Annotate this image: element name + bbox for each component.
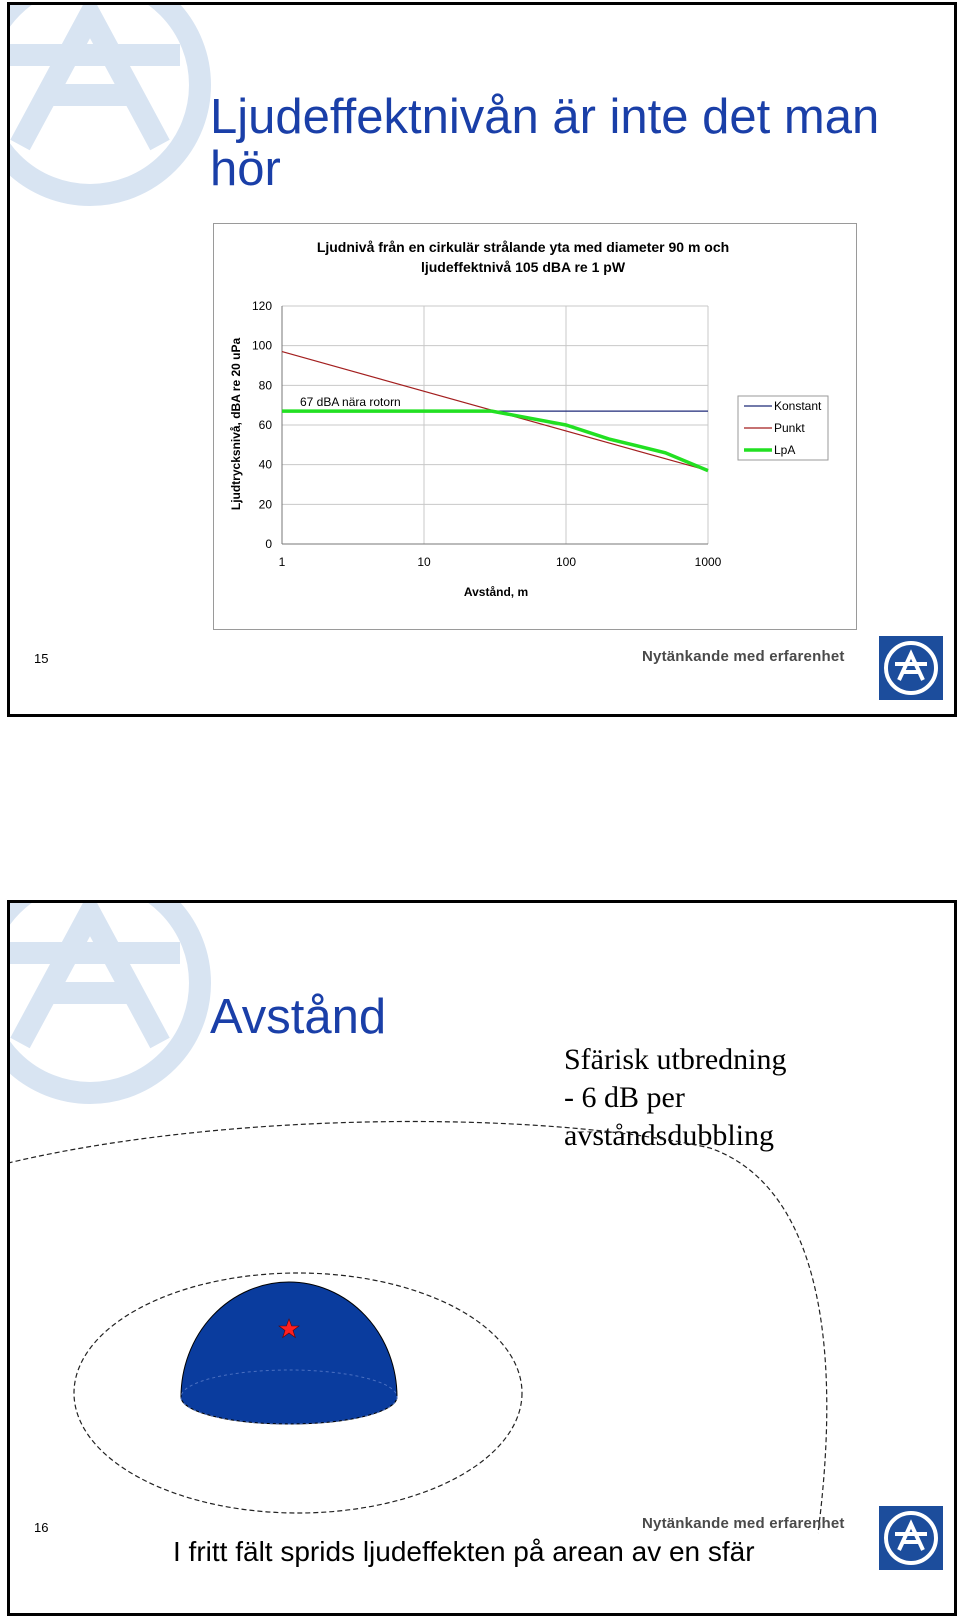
y-tick-label: 40 (258, 457, 272, 472)
company-logo (879, 636, 943, 700)
y-axis-label: Ljudtrycksnivå, dBA re 20 uPa (229, 337, 243, 511)
slide-title: Avstånd (210, 990, 387, 1044)
hemisphere (181, 1282, 397, 1424)
slide-title: Ljudeffektnivån är inte det man hör (210, 90, 880, 196)
sphere-diagram (10, 903, 954, 1613)
slide-number: 15 (34, 651, 49, 666)
y-tick-label: 100 (251, 338, 272, 353)
y-tick-label: 120 (251, 299, 272, 313)
x-tick-label: 1000 (694, 555, 722, 569)
chart-title-line-1: Ljudnivå från en cirkulär strålande yta med diameter 90 m och (316, 239, 730, 255)
y-tick-label: 60 (258, 418, 272, 432)
company-logo-icon (879, 636, 943, 700)
sound-level-chart (213, 223, 857, 630)
chart-canvas (214, 224, 856, 629)
slide-16 (7, 900, 957, 1616)
slide-15 (7, 2, 957, 717)
legend-label-lpa: LpA (774, 443, 796, 457)
footer-tagline: Nytänkande med erfarenhet (642, 648, 845, 665)
chart-title-line-2: ljudeffektnivå 105 dBA re 1 pW (420, 259, 626, 275)
chart-annotation: 67 dBA nära rotorn (300, 395, 401, 409)
slide-number: 16 (34, 1520, 49, 1535)
y-tick-label: 0 (265, 537, 272, 551)
legend-label-punkt: Punkt (774, 421, 805, 435)
x-tick-label: 1 (278, 555, 286, 569)
company-logo-icon (879, 1506, 943, 1570)
x-tick-label: 10 (417, 555, 431, 569)
legend-label-konstant: Konstant (774, 399, 822, 413)
sphere-caption: I fritt fält sprids ljudeffekten på arean av en sfär (173, 1536, 755, 1567)
y-tick-label: 20 (258, 497, 272, 512)
propagation-note: Sfärisk utbredning - 6 dB per avståndsdubbling (564, 1043, 787, 1152)
x-axis-label: Avstånd, m (463, 585, 529, 599)
y-tick-label: 80 (258, 378, 272, 393)
company-watermark-icon (7, 2, 240, 235)
series-line-lpa (282, 411, 708, 471)
company-logo (879, 1506, 943, 1570)
footer-tagline: Nytänkande med erfarenhet (642, 1515, 845, 1532)
outer-spread-curve (10, 1122, 827, 1533)
x-tick-label: 100 (555, 555, 577, 569)
